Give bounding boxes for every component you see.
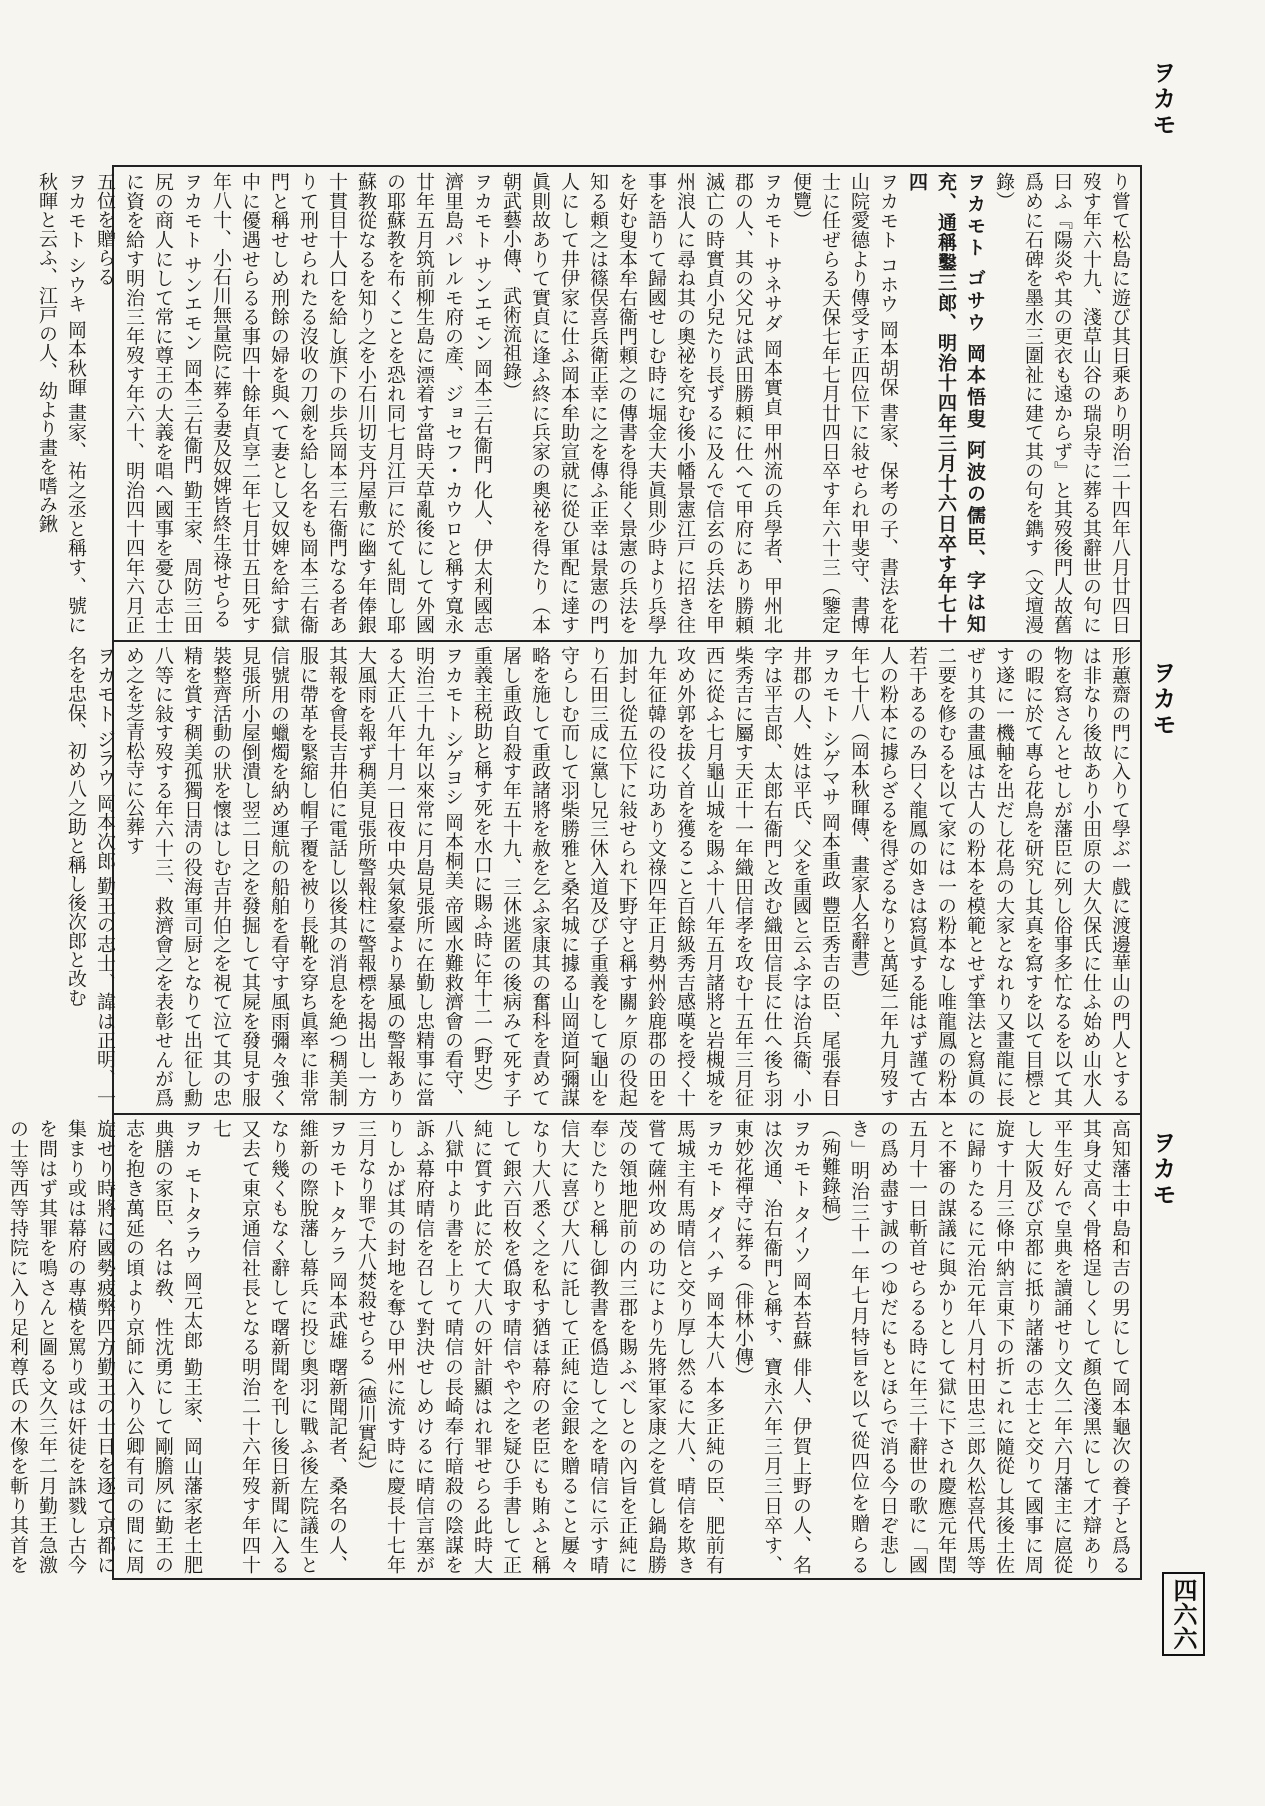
entry-shigeyoshi: ヲカモト シゲヨシ 岡本桐美 帝國水難救濟會の看守、明治三十九年以來常に月島見張所に在勤し忠精事に當る大正八年十月一日夜中央氣象臺より暴風の警報あり大風雨を報ず稠美見張所警報柱に警報標を揭出し一方其報を會長吉井伯に電話し以後其の消息を絶つ稠美制服に帶革を緊縮し帽子覆を被り長靴を穿ち眞率に非常信號用の蠟燭を納め運航の船舶を看守す風雨彌々強く見張所小屋倒潰し翌二日之を發掘して其屍を發見す服裝整齊活動の狀を懷はしむ吉井伯之を視て泣て其の忠精を賞す稠美孤獨日淸の役海軍司厨となりて出征し勳八等に敍す歿する年六十三、救濟會之を表彰せんが爲め之を芝青松寺に公葬す — [123, 646, 464, 1107]
band-divider-upper — [112, 640, 1142, 642]
entry-jirou: ヲカモト ジラウ 岡本次郎 勤王の志士、諱は正明、一名を忠保、初め八之助と稱し後次郎と改む — [65, 646, 116, 1107]
entry-shuuki: ヲカモト シウキ 岡本秋暉 畫家、祐之丞と稱す、號に秋暉と云ふ、江戸の人、幼より畫を嗜み鍬 — [36, 172, 87, 634]
entry-kohou: ヲカモト コホウ 岡本胡保 書家、保考の子、書法を花山院愛德より傳受す正四位下に敍せられ甲斐守、書博士に任ぜらる天保七年七月廿四日卒す年六十三（鑒定便覽） — [790, 172, 899, 634]
page-number: 四六六 — [1162, 1572, 1205, 1656]
text-band-top — [36, 172, 1134, 634]
entry-gosau: ヲカモト ゴサウ 岡本悟叟 阿波の儒臣、字は知充、通稱鑿三郎、明治十四年三月十六日卒す年七十四 — [906, 172, 986, 634]
paragraph: 形蕙齋の門に入りて學ぶ一戲に渡邊華山の門人とするは非なり後故あり小田原の大久保氏に仕ふ始め山水人物を寫さんとせしが藩臣に列し俗事多忙なるを以て其の暇に於て專ら花鳥を研究し其真を寫すを以て目標とす遂に一機軸を出だし花鳥の大家となれり又畫龍に長ぜり其の畫風は古人の粉本を模範とせず筆法と寫眞の二要を修むるを以て家には一の粉本なし唯龍鳳の粉本若干あるのみ曰く龍鳳の如きは寫眞する能はず謹て古人の粉本に據らざるを得ざるなりと萬延二年九月歿す年七十八（岡本秋暉傳、畫家人名辭書） — [848, 646, 1131, 1107]
entry-sanemon-2: ヲカモト サンエモン 岡本三右衞門 勤王家、周防三田尻の商人にして常に尊王の大義を唱へ國事を憂ひ志士に資を給す明治三年歿す年六十、明治四十四年六月正五位を贈らる — [94, 172, 203, 634]
running-head-bottom: ヲカモ — [1148, 1130, 1176, 1208]
entry-shigemasa: ヲカモト シゲマサ 岡本重政 豐臣秀吉の臣、尾張春日井郡の人、姓は平氏、父を重國と云ふ字は治兵衞、小字は平吉郎、太郎右衞門と改む織田信長に仕へ後ち羽柴秀吉に屬す天正十一年織田信孝を攻む十五年三月征西に從ふ七月龜山城を賜ふ十八年五月諸將と岩槻城を攻め外郭を拔く首を獲ること百餘級秀吉感嘆を授く十九年征韓の役に功あり文祿四年正月勢州鈴鹿郡の田を加封し從五位下に敍せられ下野守と稱す關ヶ原の役起り石田三成に黨し兄三休入道及び子重義をして龜山を守らしむ而して羽柴勝雅と桑名城に據る山岡道阿彌謀略を施して重政諸將を赦を乞ふ家康其の奮科を責めて屠し重政自殺す年五十九、三休逃匿の後病みて死す子重義主税助と稱す死を水口に賜ふ時に年十二（野史） — [471, 646, 841, 1107]
text-band-bottom — [7, 1119, 1134, 1574]
paragraph: り嘗て松島に遊び其日乘あり明治二十四年八月廿四日歿す年六十九、淺草山谷の瑞泉寺に葬る其辭世の句に曰ふ『陽炎や其の更衣も遠からず』と其歿後門人故舊爲めに石碑を墨水三圍祉に建て其の句を鐫す（文壇漫錄） — [993, 172, 1131, 634]
running-head-top: ヲカモ — [1148, 60, 1176, 138]
entry-mototarou: ヲカ モトタラウ 岡元太郎 勤王家、岡山藩家老土肥典膳の家臣、名は敎、性沈勇にして剛膽夙に勤王の志を抱き萬延の頃より京師に入り公卿有司の間に周旋せり時將に國勢疲弊四方勤王の士日を逐て京都に集まり或は幕府の專橫を罵り或は奸徒を誅戮し古今を問はず其罪を鳴さんと圖る文久三年二月勤王急激の士等西等持院に入り足利尊氏の木像を斬り其首を — [7, 1119, 203, 1574]
entry-taiso: ヲカモト タイソ 岡本苔蘇 俳人、伊賀上野の人、名は次通、治右衞門と稱す、寶永六年三月三日卒す、東妙花禪寺に葬る（俳林小傳） — [732, 1119, 812, 1574]
band-divider-lower — [112, 1113, 1142, 1115]
entry-takera: ヲカモト タケラ 岡本武雄 曙新聞記者、桑名の人、維新の際脫藩し幕兵に投じ奧羽に戰ふ後左院議生となり幾くもなく辭して曙新聞を刊し後日新聞に入る又去て東京通信社長となる明治二十六年歿す年四十七 — [210, 1119, 348, 1574]
paragraph: 高知藩士中島和吉の男にして岡本龜次の養子と爲る其身丈高く骨格逞しくして顏色淺黑にして才辯あり平生好んで皇典を讀誦せり文久二年六月藩主に扈從し大阪及び京都に抵り諸藩の志士と交りて國事に周旋す十月三條中納言東下の折これに隨從し其後土佐に歸りたるに元治元年八月村田忠三郎久松喜代馬等と不審の謀議に與かりとして獄に下され慶應元年閏五月十一日斬首せらるる時に年三十辭世の歌に「國の爲め盡す誠のつゆだにもとほらで消る今日ぞ悲しき」明治三十一年七月特旨を以て從四位を贈らる（殉難錄稿） — [819, 1119, 1131, 1574]
entry-sanesada: ヲカモト サネサダ 岡本實貞 甲州流の兵學者、甲州北郡の人、其の父兄は武田勝頼に仕へて甲府にあり勝頼滅亡の時實貞小兒たり長ずるに及んで信玄の兵法を甲州浪人に尋ね其の奧祕を究む後小幡景憲江戸に招き往事を語りて歸國せしむ時に堀金大夫眞則少時より兵學を好む叟本牟右衞門頼之の傳書を得能く景憲の兵法を知る頼之は篠俣喜兵衛正幸に之を傳ふ正幸は景憲の門人にして井伊家に仕ふ岡本牟助宣就に從ひ軍配に達す眞則故ありて實貞に逢ふ終に兵家の奧祕を得たり（本朝武藝小傳、武術流祖錄） — [500, 172, 783, 634]
entry-daihachi: ヲカモト ダイハチ 岡本大八 本多正純の臣、肥前有馬城主有馬晴信と交り厚し然るに大八、晴信を欺き嘗て薩州攻めの功により先將軍家康之を賞し鍋島勝茂の領地肥前の内三郡を賜ふべしとの內旨を正純に奉じたりと稱し御教書を僞造して之を晴信に示す晴信大に喜び大八に託して正純に金銀を贈ること屢々なり大八悉く之を私す猶ほ幕府の老臣にも賄ふと稱して銀六百枚を僞取す晴信やや之を疑ひ手書して正純に質す此に於て大八の奸計顯はれ罪せらる此時大八獄中より書を上りて晴信の長崎奉行暗殺の陰謀を訴ふ幕府晴信を召して對決せしめけるに晴信言塞がりしかば其の封地を奪ひ甲州に流す時に慶長十七年三月なり罪で大八焚殺せらる（德川實紀） — [355, 1119, 725, 1574]
text-band-middle — [65, 646, 1134, 1107]
entry-sanemon-1: ヲカモト サンエモン 岡本三右衞門 化人、伊太利國志濟里島パレルモ府の產、ジョセフ・カウロと稱す寬永廿年五月筑前柳生島に漂着す當時天草亂後にして外國の耶蘇教を布くことを恐れ同七月江戸に於て糺問し耶蘇教從なるを知り之を小石川切支丹屋敷に幽す年俸銀十貫目十人口を給し旗下の歩兵岡本三右衞門なる者ありて刑せられたる沒收の刀劍を給し名をも岡本三右衞門と稱せしめ刑餘の婦を與へて妻とし又奴婢を給す獄中に優遇せらるる事四十餘年貞享二年七月廿五日死す年八十、小石川無量院に葬る妻及奴婢皆終生祿せらる — [210, 172, 493, 634]
running-head-middle: ヲカモ — [1148, 660, 1176, 738]
